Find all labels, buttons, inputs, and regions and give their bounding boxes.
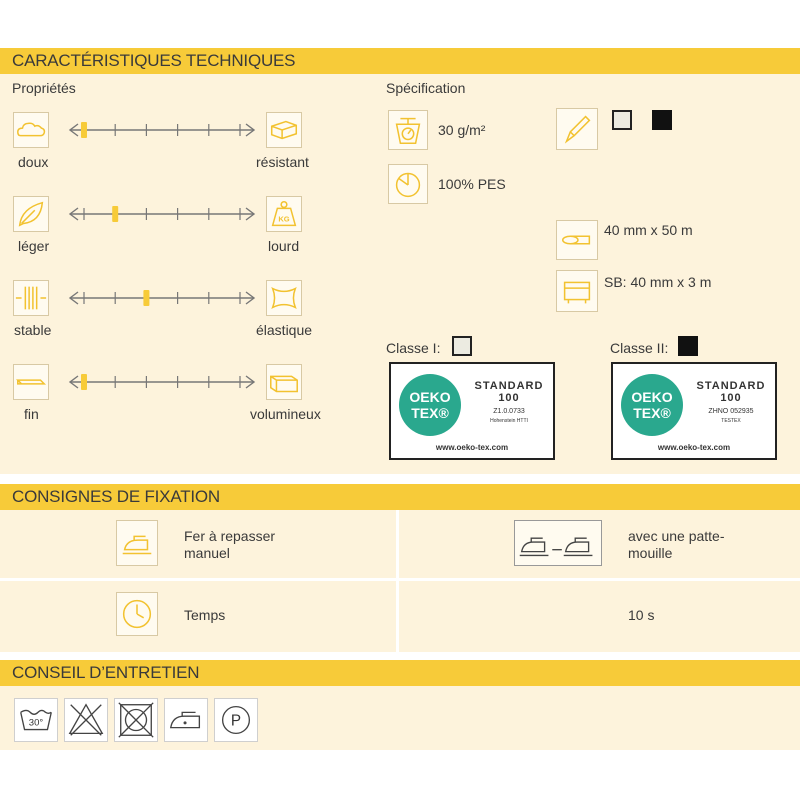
dispenser-icon (556, 270, 598, 312)
class2-label: Classe II: (610, 340, 669, 356)
scale-left-label-4: fin (24, 406, 39, 422)
volume-layer-icon (266, 364, 302, 400)
pie-chart-icon (388, 164, 428, 204)
time-label: Temps (184, 607, 226, 623)
class1-swatch (452, 336, 472, 356)
stretch-fabric-icon (266, 280, 302, 316)
scale-marker (112, 206, 118, 222)
section-title-fixation: CONSIGNES DE FIXATION (0, 484, 800, 510)
press-label-line1: avec une patte- (628, 528, 725, 544)
spec-roll-2: SB: 40 mm x 3 m (604, 274, 712, 290)
scale-track-4 (64, 368, 260, 396)
scale-right-label-2: lourd (268, 238, 300, 254)
dry-clean-letter: P (230, 712, 242, 730)
spec-composition: 100% PES (438, 176, 506, 192)
oeko-tex-label-1 (389, 362, 555, 460)
scale-right-label-4: volumineux (250, 406, 321, 422)
scale-right-label-1: résistant (256, 154, 309, 170)
scale-weight-icon (388, 110, 428, 150)
leaf-icon (13, 196, 49, 232)
section-title-technical: CARACTÉRISTIQUES TECHNIQUES (0, 48, 800, 74)
oeko-url: www.oeko-tex.com (657, 443, 731, 452)
scale-left-label-2: léger (18, 238, 50, 254)
oeko-standard: STANDARD 100 (474, 380, 544, 404)
section-title-care: CONSEIL D’ENTRETIEN (0, 660, 800, 686)
wash-30-icon (14, 698, 58, 742)
scale-track-2 (64, 200, 260, 228)
weight-icon (266, 196, 302, 232)
press-label-line2: mouille (628, 545, 673, 561)
scale-marker (143, 290, 149, 306)
scale-left-label-3: stable (14, 322, 52, 338)
brick-icon (266, 112, 302, 148)
oeko-number: ZHNO 052935 (708, 408, 754, 415)
oeko-institute: Hohenstein HTTI (490, 418, 528, 424)
iron-low-icon (164, 698, 208, 742)
class1-label: Classe I: (386, 340, 441, 356)
dry-clean-p-icon (214, 698, 258, 742)
spec-weight: 30 g/m² (438, 122, 486, 138)
scale-left-label-1: doux (18, 154, 49, 170)
thin-layer-icon (13, 364, 49, 400)
iron-label-line1: Fer à repasser (184, 528, 276, 544)
oeko-institute: TESTEX (721, 418, 741, 424)
oeko-standard: STANDARD 100 (696, 380, 766, 404)
scale-right-label-3: élastique (256, 322, 313, 338)
no-bleach-icon (64, 698, 108, 742)
svg-text:KG: KG (278, 214, 290, 224)
oeko-tex-logo: OEKO TEX® (621, 374, 683, 436)
color-swatch-black (652, 110, 672, 130)
spec-roll-1: 40 mm x 50 m (604, 222, 693, 238)
press-cloth-icon (514, 520, 602, 566)
scale-track-3 (64, 284, 260, 312)
iron-icon (116, 520, 158, 566)
scale-track-1 (64, 116, 260, 144)
wash-temp-text: 30° (28, 717, 44, 729)
properties-label: Propriétés (12, 80, 76, 96)
tape-roll-icon (556, 220, 598, 260)
cloud-icon (13, 112, 49, 148)
oeko-url: www.oeko-tex.com (435, 443, 509, 452)
oeko-tex-logo: OEKO TEX® (399, 374, 461, 436)
oeko-tex-label-2 (611, 362, 777, 460)
clock-icon (116, 592, 158, 636)
iron-label-line2: manuel (184, 545, 230, 561)
scale-marker (81, 122, 87, 138)
class2-swatch (678, 336, 698, 356)
time-value: 10 s (628, 607, 655, 623)
fixation-divider-horizontal (0, 578, 800, 581)
scale-marker (81, 374, 87, 390)
oeko-number: Z1.0.0733 (493, 408, 525, 415)
fixation-divider-vertical (396, 510, 399, 652)
pen-icon (556, 108, 598, 150)
no-tumble-dry-icon (114, 698, 158, 742)
spec-label: Spécification (386, 80, 466, 96)
stable-fabric-icon (13, 280, 49, 316)
color-swatch-white (612, 110, 632, 130)
